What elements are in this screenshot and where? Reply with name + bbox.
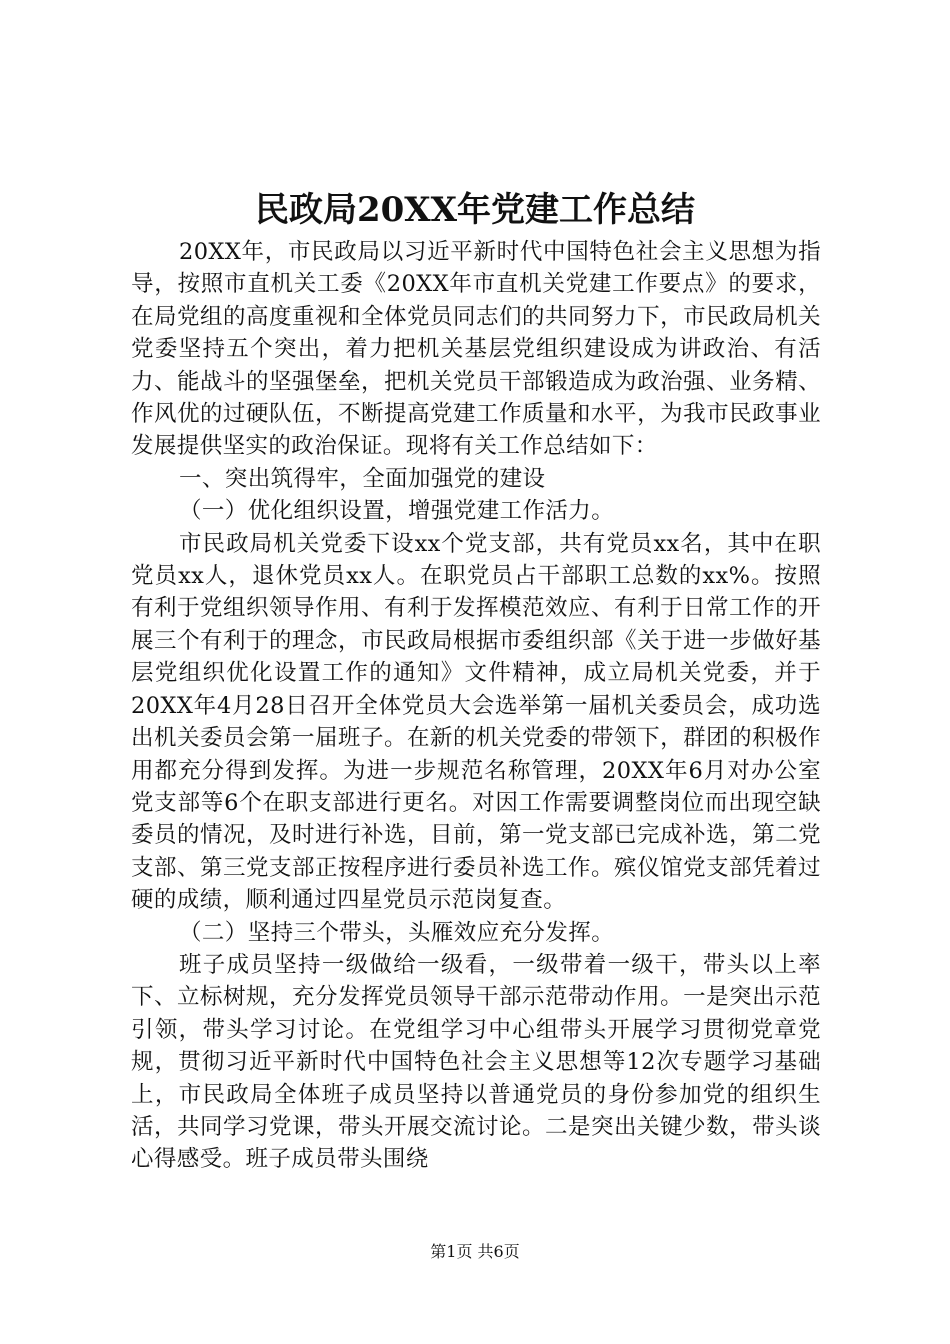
paragraph-intro: 20XX年，市民政局以习近平新时代中国特色社会主义思想为指导，按照市直机关工委《20XX年市直机关党建工作要点》的要求，在局党组的高度重视和全体党员同志们的共同努力下，市民政局机关党委坚持五个突出，着力把机关基层党组织建设成为讲政治、有活力、能战斗的坚强堡垒，把机关党员干部锻造成为政治强、业务精、作风优的过硬队伍，不断提高党建工作质量和水平，为我市民政事业发展提供坚实的政治保证。现将有关工作总结如下： <box>131 239 821 460</box>
page-footer: 第1页 共6页 <box>430 1242 520 1261</box>
paragraph-org-setup: 市民政局机关党委下设xx个党支部，共有党员xx名，其中在职党员xx人，退休党员xx人。在职党员占干部职工总数的xx%。按照有利于党组织领导作用、有利于发挥模范效应、有利于日常工作的开展三个有利于的理念，市民政局根据市委组织部《关于进一步做好基层党组织优化设置工作的通知》文件精神，成立局机关党委，并于20XX年4月28日召开全体党员大会选举第一届机关委员会，成功选出机关委员会第一届班子。在新的机关党委的带领下，群团的积极作用都充分得到发挥。为进一步规范名称管理，20XX年6月对办公室党支部等6个在职支部进行更名。对因工作需要调整岗位而出现空缺委员的情况，及时进行补选，目前，第一党支部已完成补选，第二党支部、第三党支部正按程序进行委员补选工作。殡仪馆党支部凭着过硬的成绩，顺利通过四星党员示范岗复查。 <box>131 530 821 914</box>
section-heading-1: 一、突出筑得牢，全面加强党的建设 <box>179 465 546 492</box>
paragraph-leadership: 班子成员坚持一级做给一级看，一级带着一级干，带头以上率下、立标树规，充分发挥党员领导干部示范带动作用。一是突出示范引领，带头学习讨论。在党组学习中心组带头开展学习贯彻党章党规，贯彻习近平新时代中国特色社会主义思想等12次专题学习基础上，市民政局全体班子成员坚持以普通党员的身份参加党的组织生活，共同学习党课，带头开展交流讨论。二是突出关键少数，带头谈心得感受。班子成员带头围绕 <box>131 951 821 1173</box>
subsection-heading-1: （一）优化组织设置，增强党建工作活力。 <box>179 498 615 525</box>
document-title: 民政局20XX年党建工作总结 <box>254 190 696 230</box>
document-body <box>131 236 821 1176</box>
subsection-heading-2: （二）坚持三个带头，头雁效应充分发挥。 <box>179 919 615 946</box>
